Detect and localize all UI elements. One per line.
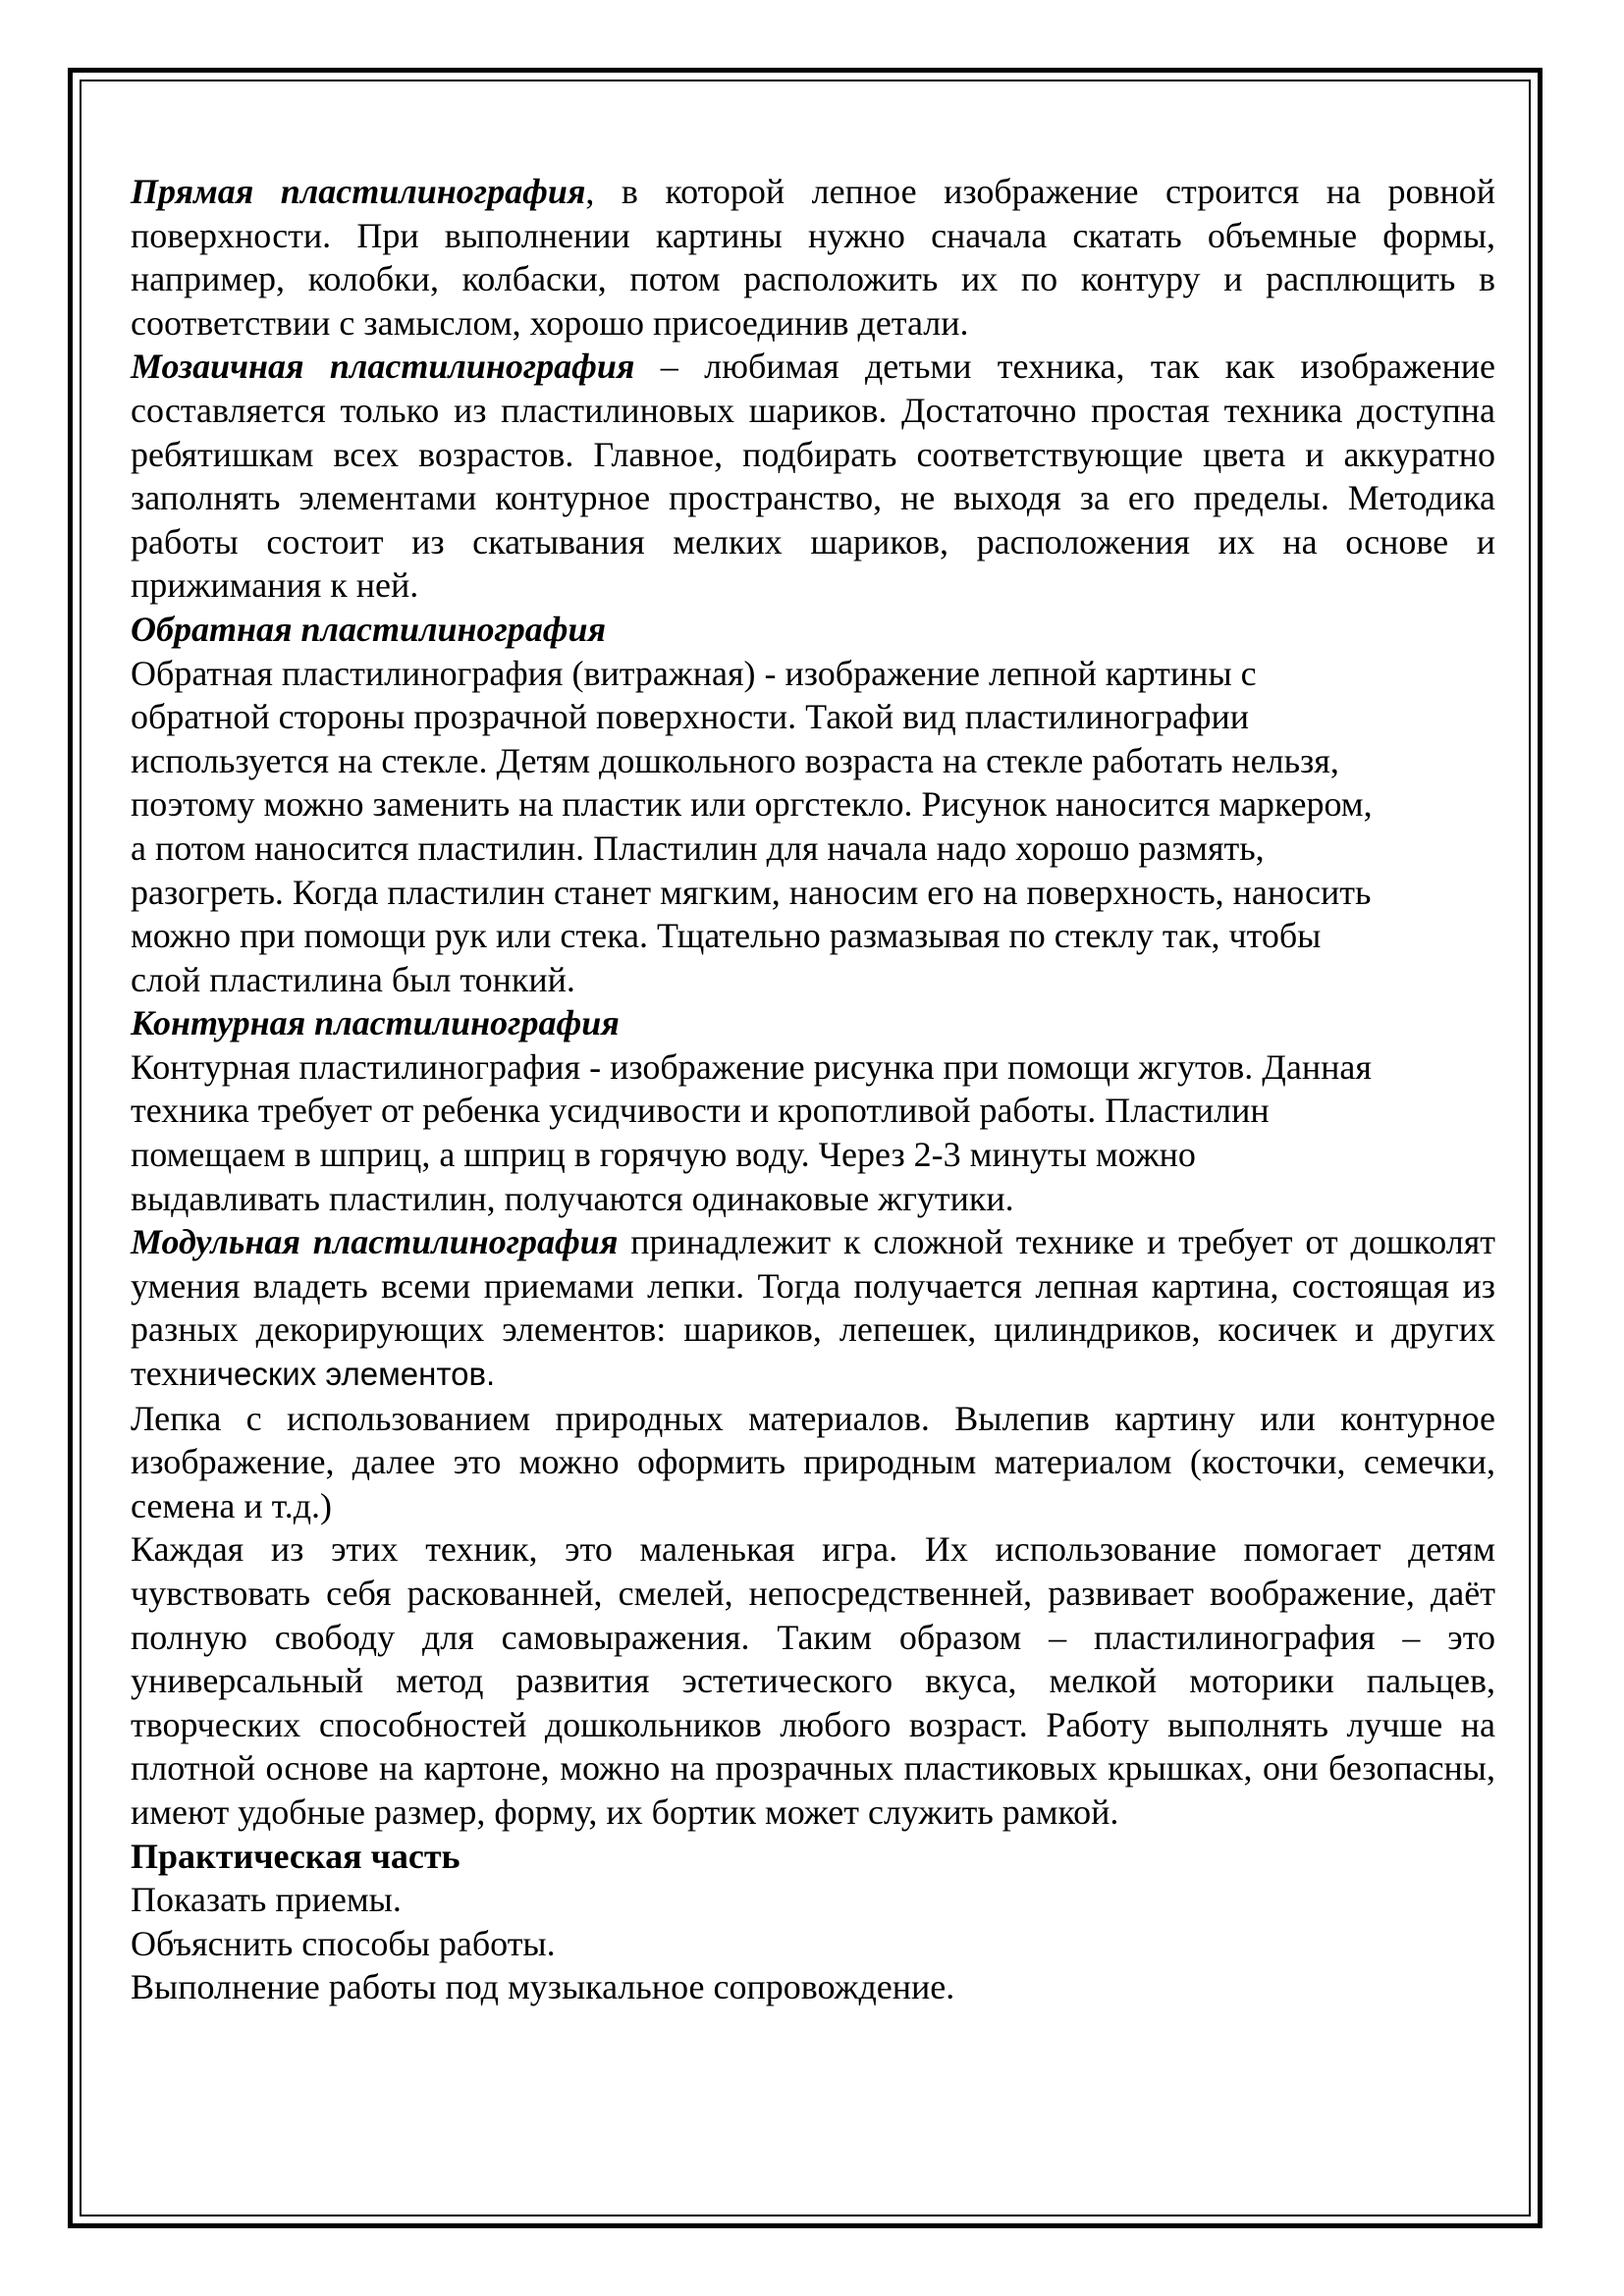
paragraph-natural-materials: Лепка с использованием природных материалов. Вылепив картину или контурное изображение, далее это можно оформить природным материалом (косточки, семечки, семена и т.д.) [131,1398,1495,1525]
heading-practical: Практическая часть [131,1836,460,1876]
paragraph-contour-line: помещаем в шприц, а шприц в горячую воду. Через 2-3 минуты можно [131,1135,1196,1175]
paragraph-reverse-line: а потом наносится пластилин. Пластилин для начала надо хорошо размять, [131,828,1265,868]
heading-contour: Контурная пластилинография [131,1003,620,1043]
practical-item: Объяснить способы работы. [131,1923,556,1963]
document-body [131,170,1495,2009]
paragraph-reverse-line: Обратная пластилинография (витражная) - изображение лепной картины с [131,653,1257,693]
paragraph-reverse-line: можно при помощи рук или стека. Тщательно размазывая по стеклу так, чтобы [131,916,1322,956]
paragraph-summary: Каждая из этих техник, это маленькая игра. Их использование помогает детям чувствовать себя раскованней, смелей, непосредственней, развивает воображение, даёт полную свободу для самовыражения. Таким образом – пластилинография – это универсальный метод развития эстетического вкуса, мелкой моторики пальцев, творческих способностей дошкольников любого возраст. Работу выполнять лучше на плотной основе на картоне, можно на прозрачных пластиковых крышках, они безопасны, имеют удобные размер, форму, их бортик может служить рамкой. [131,1529,1495,1832]
paragraph-reverse-line: обратной стороны прозрачной поверхности. Такой вид пластилинографии [131,697,1250,737]
paragraph-direct-plasticine [131,170,1495,345]
paragraph-reverse-line: слой пластилина был тонкий. [131,959,575,999]
paragraph-modular-tail: ческих элементов. [216,1356,496,1393]
paragraph-reverse-line: используется на стекле. Детям дошкольного возраста на стекле работать нельзя, [131,740,1339,780]
paragraph-contour-line: Контурная пластилинография - изображение рисунка при помощи жгутов. Данная [131,1046,1372,1087]
term-direct: Прямая пластилинография [131,172,586,211]
paragraph-mosaic-text: – любимая детьми техника, так как изображение составляется только из пластилиновых шариков. Достаточно простая техника доступна ребятишкам всех возрастов. Главное, подбирать соответствующие цвета и аккуратно заполнять элементами контурное пространство, не выходя за его пределы. Методика работы состоит из скатывания мелких шариков, расположения их на основе и прижимания к ней. [131,347,1496,606]
term-mosaic: Мозаичная пластилинография [131,347,635,387]
practical-item: Показать приемы. [131,1880,402,1920]
term-modular: Модульная пластилинография [131,1222,619,1262]
paragraph-modular-plasticine [131,1220,1495,1396]
heading-reverse: Обратная пластилинография [131,609,607,649]
paragraph-reverse-line: разогреть. Когда пластилин станет мягким, наносим его на поверхность, наносить [131,872,1372,912]
paragraph-modular-text: принадлежит к сложной технике и требует от дошколят умения владеть всеми приемами лепки. Тогда получается лепная картина, состоящая из разных декорирующих элементов: шариков, лепешек, цилиндриков, косичек и других техни [131,1222,1495,1394]
paragraph-contour-line: выдавливать пластилин, получаются одинаковые жгутики. [131,1178,1014,1218]
paragraph-mosaic-plasticine [131,345,1495,608]
practical-item: Выполнение работы под музыкальное сопровождение. [131,1967,955,2007]
paragraph-direct-text: , в которой лепное изображение строится на ровной поверхности. При выполнении картины нужно сначала скатать объемные формы, например, колобки, колбаски, потом расположить их по контуру и расплющить в соответствии с замыслом, хорошо присоединив детали. [131,172,1495,343]
paragraph-reverse-line: поэтому можно заменить на пластик или оргстекло. Рисунок наносится маркером, [131,784,1373,825]
paragraph-contour-line: техника требует от ребенка усидчивости и кропотливой работы. Пластилин [131,1091,1270,1131]
